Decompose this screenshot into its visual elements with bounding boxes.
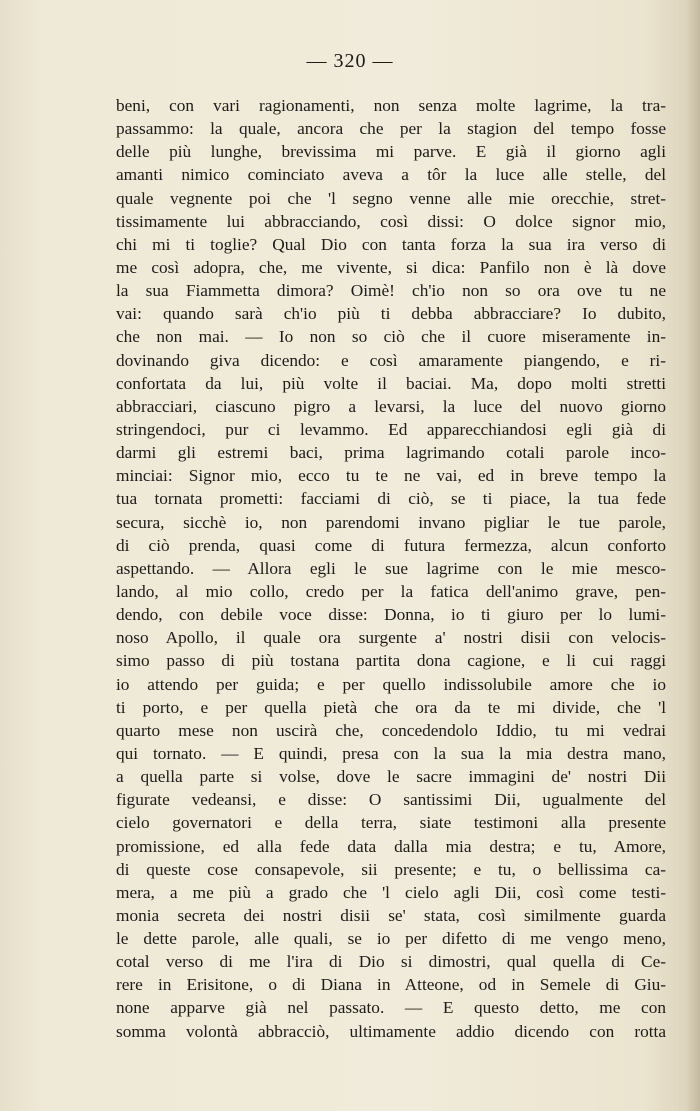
text-line: vai: quando sarà ch'io più ti debba abbracciare? Io dubito,: [116, 304, 666, 324]
text-line: io attendo per guida; e per quello indissolubile amore che io: [116, 674, 666, 694]
text-line: figurate vedeansi, e disse: O santissimi Dii, ugualmente del: [116, 790, 666, 810]
text-line: noso Apollo, il quale ora surgente a' nostri disii con velocis-: [116, 628, 666, 648]
text-line: minciai: Signor mio, ecco tu te ne vai, ed in breve tempo la: [116, 466, 666, 486]
text-line: beni, con vari ragionamenti, non senza molte lagrime, la tra-: [116, 96, 666, 115]
text-line: di ciò prenda, quasi come di futura fermezza, alcun conforto: [116, 535, 666, 555]
text-line: chi mi ti toglie? Qual Dio con tanta forza la sua ira verso di: [116, 234, 666, 254]
text-line: mera, a me più a grado che 'l cielo agli Dii, così come testi-: [116, 882, 666, 902]
page-edge-shadow: [686, 0, 700, 1111]
text-line: rere in Erisitone, o di Diana in Atteone, od in Semele di Giu-: [116, 975, 666, 995]
text-line: passammo: la quale, ancora che per la stagion del tempo fosse: [116, 119, 666, 139]
text-line: tua tornata prometti: facciami di ciò, se ti piace, la tua fede: [116, 489, 666, 509]
text-line: simo passo di più tostana partita dona cagione, e li cui raggi: [116, 651, 666, 671]
text-line: quarto mese non uscirà che, concedendolo Iddio, tu mi vedrai: [116, 720, 666, 740]
text-line: darmi gli estremi baci, prima lagrimando cotali parole inco-: [116, 443, 666, 463]
text-line: aspettando. — Allora egli le sue lagrime con le mie mesco-: [116, 558, 666, 578]
text-line: cotal verso di me l'ira di Dio si dimostri, qual quella di Ce-: [116, 952, 666, 972]
text-line: dovinando giva dicendo: e così amaramente piangendo, e ri-: [116, 350, 666, 370]
text-line: che non mai. — Io non so ciò che il cuore miseramente in-: [116, 327, 666, 347]
text-line: di queste cose consapevole, sii presente; e tu, o bellissima ca-: [116, 859, 666, 879]
text-line: promissione, ed alla fede data dalla mia destra; e tu, Amore,: [116, 836, 666, 856]
text-line: ti porto, e per quella pietà che ora da te mi divide, che 'l: [116, 697, 666, 717]
text-line: somma volontà abbracciò, ultimamente addio dicendo con rotta: [116, 1021, 666, 1041]
text-line: dendo, con debile voce disse: Donna, io ti giuro per lo lumi-: [116, 605, 666, 625]
body-text: [116, 94, 666, 1043]
text-line: abbracciari, ciascuno pigro a levarsi, la luce del nuovo giorno: [116, 396, 666, 416]
text-line: le dette parole, alle quali, se io per difetto di me vengo meno,: [116, 929, 666, 949]
text-line: monia secreta dei nostri disii se' stata, così similmente guarda: [116, 905, 666, 925]
text-line: quale vegnente poi che 'l segno venne alle mie orecchie, stret-: [116, 188, 666, 208]
text-line: secura, sicchè io, non parendomi invano pigliar le tue parole,: [116, 512, 666, 532]
page-number: — 320 —: [306, 50, 394, 72]
text-line: la sua Fiammetta dimora? Oimè! ch'io non so ora ove tu ne: [116, 281, 666, 301]
text-line: confortata da lui, più volte il baciai. Ma, dopo molti stretti: [116, 373, 666, 393]
text-line: none apparve già nel passato. — E questo detto, me con: [116, 998, 666, 1018]
text-line: amanti nimico cominciato aveva a tôr la luce alle stelle, del: [116, 165, 666, 185]
text-line: stringendoci, pur ci levammo. Ed apparecchiandosi egli già di: [116, 419, 666, 439]
text-line: lando, al mio collo, credo per la fatica dell'animo grave, pen-: [116, 581, 666, 601]
text-line: me così adopra, che, me vivente, si dica: Panfilo non è là dove: [116, 257, 666, 277]
text-line: qui tornato. — E quindi, presa con la sua la mia destra mano,: [116, 743, 666, 763]
text-line: tissimamente lui abbracciando, così dissi: O dolce signor mio,: [116, 211, 666, 231]
text-line: a quella parte si volse, dove le sacre immagini de' nostri Dii: [116, 767, 666, 787]
text-line: delle più lunghe, brevissima mi parve. E già il giorno agli: [116, 142, 666, 162]
text-line: cielo governatori e della terra, siate testimoni alla presente: [116, 813, 666, 833]
